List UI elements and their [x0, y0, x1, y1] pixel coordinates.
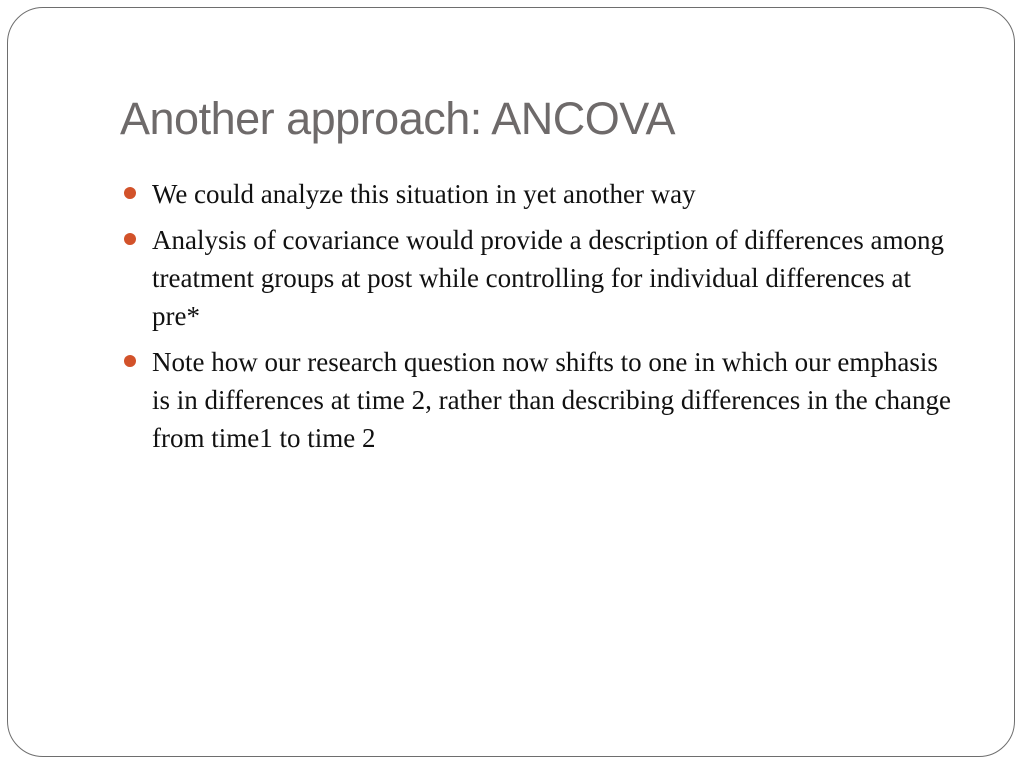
- slide-frame: [7, 7, 1015, 757]
- bullet-dot-icon: [124, 187, 136, 199]
- bullet-text: Note how our research question now shifts to one in which our emphasis is in differences at time 2, rather than describing differences in the change from time1 to time 2: [152, 347, 951, 453]
- bullet-dot-icon: [124, 233, 136, 245]
- list-item: [124, 221, 954, 335]
- bullet-list: [124, 175, 954, 465]
- bullet-text: We could analyze this situation in yet another way: [152, 179, 696, 209]
- bullet-dot-icon: [124, 355, 136, 367]
- bullet-text: Analysis of covariance would provide a description of differences among treatment groups at post while controlling for individual differences at pre*: [152, 225, 944, 331]
- list-item: [124, 343, 954, 457]
- list-item: [124, 175, 954, 213]
- slide-title: Another approach: ANCOVA: [120, 93, 675, 144]
